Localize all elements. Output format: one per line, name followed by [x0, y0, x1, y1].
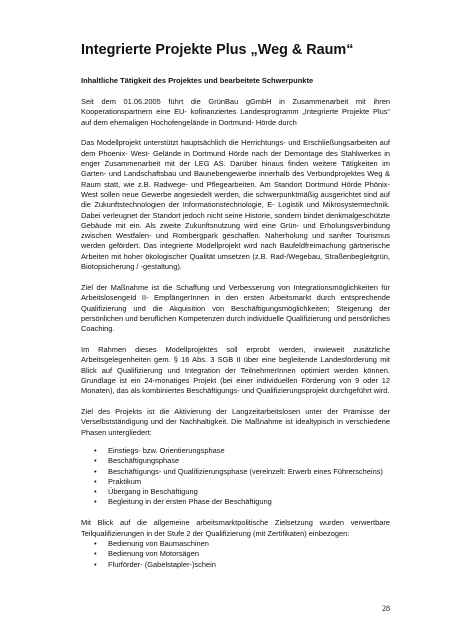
- document-title: Integrierte Projekte Plus „Weg & Raum“: [81, 42, 354, 58]
- list-item: • Bedienung von Baumaschinen: [94, 539, 390, 549]
- page-number: 28: [382, 604, 390, 613]
- list-item: • Begleitung in der ersten Phase der Beschäftigung: [94, 497, 390, 507]
- paragraph-qualification-intro: Mit Blick auf die allgemeine arbeitsmarktpolitische Zielsetzung wurden verwertbare Teilqualifizierungen in der Stufe 2 der Qualifizierung (mit Zertifikaten) einbezogen:: [81, 518, 390, 538]
- qualifications-list: [81, 539, 390, 570]
- paragraph-model-project: Das Modellprojekt unterstützt hauptsächlich die Herrichtungs- und Erschließungsarbeiten auf dem Phoenix- West- Gelände in Dortmund Hörde nach der Demontage des Stahlwerkes in enger Zusammenarbeit mit der LEG AS. Darüber hinaus finden weitere Tätigkeiten im Garten- und Landschaftsbau und Baunebengewerbe innerhalb des Verbundprojektes Weg & Raum statt, wie z.B. Radwege- und Pflegearbeiten. Am Standort Dortmund Hörde Phönix- West sollen neue Gewerbe angesiedelt werden, die schwerpunktmäßig ausgerichtet sind auf die Zukunftstechnologien der Informationstechnologie, E- Logistik und Mikrosystemtechnik. Dabei verleugnet der Standort jedoch nicht seine Historie, sondern bindet denkmalgeschützte Gebäude mit ein. Als zweite Zukunftsnutzung wird eine Grün- und Erholungsverbindung zwischen Westfalen- und Rombergpark geschaffen. Naherholung und sanfter Tourismus werden gefördert. Das integrierte Modellprojekt wird nach Baufeldfreimachung gärtnerische Arbeiten mit hoher ökologischer Qualität umsetzen (z.B. Rad-/Wegebau, Straßenbegleitgrün, Biotopsicherung / -gestaltung).: [81, 138, 390, 272]
- list-item: • Bedienung von Motorsägen: [94, 549, 390, 559]
- paragraph-framework: Im Rahmen dieses Modellprojektes soll erprobt werden, inwieweit zusätzliche Arbeitsgelegenheiten gem. § 16 Abs. 3 SGB II über eine begleitende Landesförderung mit Blick auf Qualifizierung und Integration der TeilnehmerInnen optimiert werden können. Grundlage ist ein 24-monatiges Projekt (bei einer individuellen Förderung von 9 oder 12 Monaten), das als kombiniertes Beschäftigungs- und Qualifizierungsprojekt durchgeführt wird.: [81, 345, 390, 396]
- list-item: • Einstiegs- bzw. Orientierungsphase: [94, 446, 390, 456]
- phases-list: [81, 446, 390, 508]
- list-item: • Praktikum: [94, 477, 390, 487]
- list-item: • Übergang in Beschäftigung: [94, 487, 390, 497]
- list-item: • Beschäftigungsphase: [94, 456, 390, 466]
- paragraph-goal: Ziel der Maßnahme ist die Schaffung und Verbesserung von Integrationsmöglichkeiten für ArbeitslosengeId II- EmpfängerInnen in den ersten Arbeitsmarkt durch entsprechende Qualifizierung und die Akquisition von Beschäftigungsmöglichkeiten; Steigerung der persönlichen und beruflichen Kompetenzen durch individuelle Qualifizierung und persönliches Coaching.: [81, 282, 390, 334]
- list-item: • Beschäftigungs- und Qualifizierungsphase (vereinzelt: Erwerb eines Führerscheins): [94, 467, 390, 477]
- paragraph-intro: Seit dem 01.06.2005 führt die GrünBau gGmbH in Zusammenarbeit mit ihren Kooperationspartnern eine EU- kofinanziertes Landesprogramm „Integrierte Projekte Plus“ auf dem ehemaligen Hochofengelände in Dortmund- Hörde durch: [81, 97, 390, 127]
- list-item: • Flurförder- (Gabelstapler-)schein: [94, 560, 390, 570]
- section-subtitle: Inhaltliche Tätigkeit des Projektes und bearbeitete Schwerpunkte: [81, 76, 314, 85]
- paragraph-phases-intro: Ziel des Projekts ist die Aktivierung der Langzeitarbeitslosen unter der Prämisse der Verselbstständigung und der Nachhaltigkeit. Die Maßnahme ist idealtypisch in verschiedene Phasen untergliedert:: [81, 407, 390, 437]
